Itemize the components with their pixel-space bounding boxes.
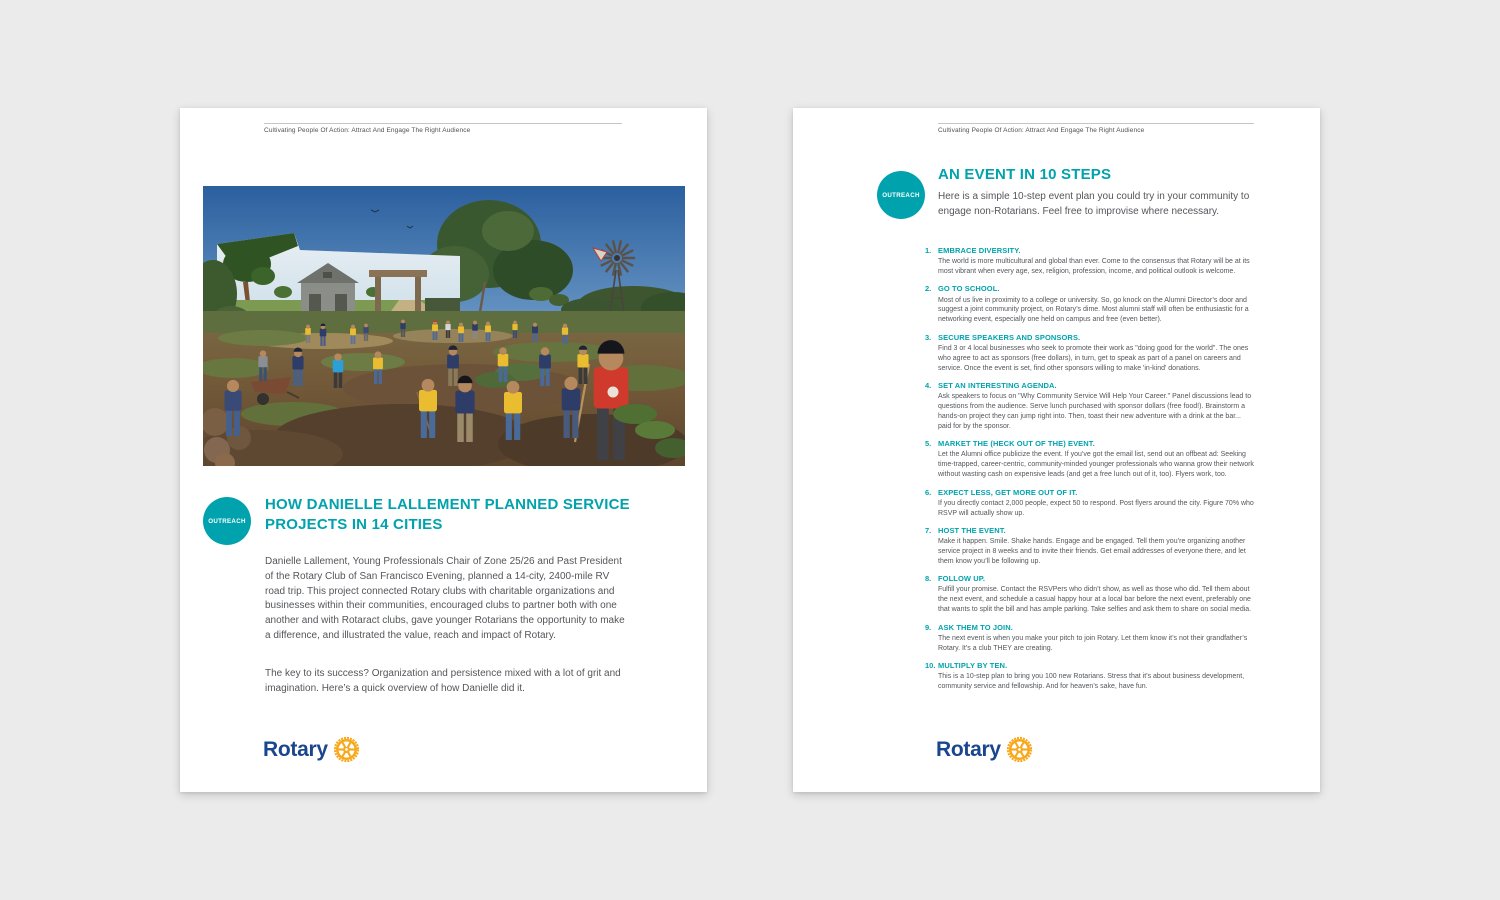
steps-list (925, 246, 1255, 699)
rotary-wheel-icon (1006, 736, 1033, 763)
step-heading: SECURE SPEAKERS AND SPONSORS. (938, 332, 1081, 342)
step-number: 4. (925, 381, 932, 391)
rotary-wheel-icon (333, 736, 360, 763)
event-step (925, 381, 1255, 432)
body-paragraph-2: The key to its success? Organization and persistence mixed with a lot of grit and imagination. Here’s a quick overview of how Danielle did it. (265, 668, 621, 694)
outreach-badge: OUTREACH (203, 497, 251, 545)
event-step (925, 284, 1255, 325)
step-body: The world is more multicultural and global than ever. Come to the consensus that Rotary will be at its most vibrant when every age, sex, religion, profession, income, and political outlook is welcome. (938, 258, 1250, 275)
step-number: 1. (925, 246, 932, 255)
step-body: Find 3 or 4 local businesses who seek to promote their work as "doing good for the world". The ones who agree to act as sponsors (free dollars), in turn, get to speak as part of a panel on careers and service. Once the event is set, find other sponsors willing to make 'in-kind' donations. (938, 344, 1249, 372)
rotary-logo (936, 736, 1033, 763)
step-heading: ASK THEM TO JOIN. (938, 622, 1013, 632)
step-number: 10. (925, 661, 936, 670)
document-page-right (793, 108, 1320, 792)
running-header: Cultivating People Of Action: Attract And Engage The Right Audience (938, 127, 1145, 134)
outreach-badge: OUTREACH (877, 171, 925, 219)
step-body: Let the Alumni office publicize the event. If you’ve got the email list, send out an offbeat ad: Seeking time-trapped, career-centric, community-minded younger professionals who wanna grow their network without wasting cash on expensive leads (and get a free lunch out of it, too). Flyers work, too. (938, 451, 1254, 479)
step-heading: MARKET THE (HECK OUT OF THE) EVENT. (938, 439, 1095, 449)
step-body: If you directly contact 2,000 people, expect 50 to respond. Post flyers around the city. Figure 70% who RSVP will actually show up. (938, 499, 1254, 517)
event-step (925, 574, 1255, 615)
step-heading: MULTIPLY BY TEN. (938, 661, 1008, 670)
step-heading: HOST THE EVENT. (938, 525, 1006, 535)
step-heading: SET AN INTERESTING AGENDA. (938, 381, 1057, 391)
rotary-logo (263, 736, 360, 763)
event-step (925, 661, 1255, 692)
step-number: 2. (925, 284, 932, 294)
header-rule (938, 123, 1254, 124)
event-step (925, 488, 1255, 519)
page-title: HOW DANIELLE LALLEMENT PLANNED SERVICE PROJECTS IN 14 CITIES (265, 496, 630, 533)
intro-text: Here is a simple 10-step event plan you could try in your community to engage non-Rotarians. Feel free to improvise where necessary. (938, 191, 1250, 217)
step-number: 3. (925, 332, 932, 342)
step-body: Ask speakers to focus on "Why Community Service Will Help Your Career." Panel discussions lead to questions from the audience. Serve lunch purchased with sponsor dollars (free food!). Brainstorm a hands-on project they can jump right into. Then, toast their new adventure with a drink at the bar... paid for by the sponsor. (938, 393, 1252, 430)
step-heading: GO TO SCHOOL. (938, 284, 1000, 294)
step-heading: EMBRACE DIVERSITY. (938, 246, 1021, 255)
body-paragraph-1: Danielle Lallement, Young Professionals Chair of Zone 25/26 and Past President of the Rotary Club of San Francisco Evening, planned a 14-city, 2400-mile RV road trip. This project connected Rotary clubs with charitable organizations and businesses within their communities, encouraged clubs to partner both with one another and with Rotaract clubs, gave younger Rotarians the opportunity to make a difference, and illustrated the value, reach and impact of Rotary. (265, 556, 625, 641)
step-number: 6. (925, 487, 932, 497)
rotary-logo-text: Rotary (936, 737, 1001, 761)
step-body: The next event is when you make your pitch to join Rotary. Let them know it’s not their grandfather’s Rotary. It’s a club THEY are creating. (938, 634, 1248, 652)
event-step (925, 246, 1255, 277)
event-step (925, 623, 1255, 654)
step-number: 5. (925, 439, 932, 449)
event-step (925, 439, 1255, 480)
header-rule (264, 123, 622, 124)
step-number: 9. (925, 622, 932, 632)
shirt-emblem (608, 387, 619, 398)
step-number: 7. (925, 525, 932, 535)
step-body: Fulfill your promise. Contact the RSVPers who didn’t show, as well as those who did. Tell them about the next event, and schedule a casual happy hour at a local bar before the next event, preferably one that wants to split the bill and has ample parking. Take selfies and ask them to share on social media. (938, 586, 1252, 614)
step-heading: EXPECT LESS, GET MORE OUT OF IT. (938, 487, 1078, 497)
running-header: Cultivating People Of Action: Attract And Engage The Right Audience (264, 127, 471, 134)
step-body: Make it happen. Smile. Shake hands. Engage and be engaged. Tell them you’re organizing another service project in 8 weeks and to invite their friends. Get email addresses of everyone there, and let them know you’ll be following up. (938, 538, 1246, 565)
page-title: AN EVENT IN 10 STEPS (938, 166, 1112, 183)
step-number: 8. (925, 574, 932, 584)
step-body: Most of us live in proximity to a college or university. So, go knock on the Alumni Director’s door and suggest a joint community project, on Rotary’s dime. Most alumni staff will often be enthusiastic for a networking event, especially one held on campus and free (even better). (938, 296, 1249, 324)
rotary-logo-text: Rotary (263, 737, 328, 761)
service-project-photo (203, 186, 685, 466)
step-heading: FOLLOW UP. (938, 574, 986, 584)
document-page-left (180, 108, 707, 792)
step-body: This is a 10-step plan to bring you 100 new Rotarians. Stress that it’s about business development, community service and fellowship. And for heaven’s sake, have fun. (938, 673, 1245, 690)
event-step (925, 526, 1255, 567)
event-step (925, 333, 1255, 374)
